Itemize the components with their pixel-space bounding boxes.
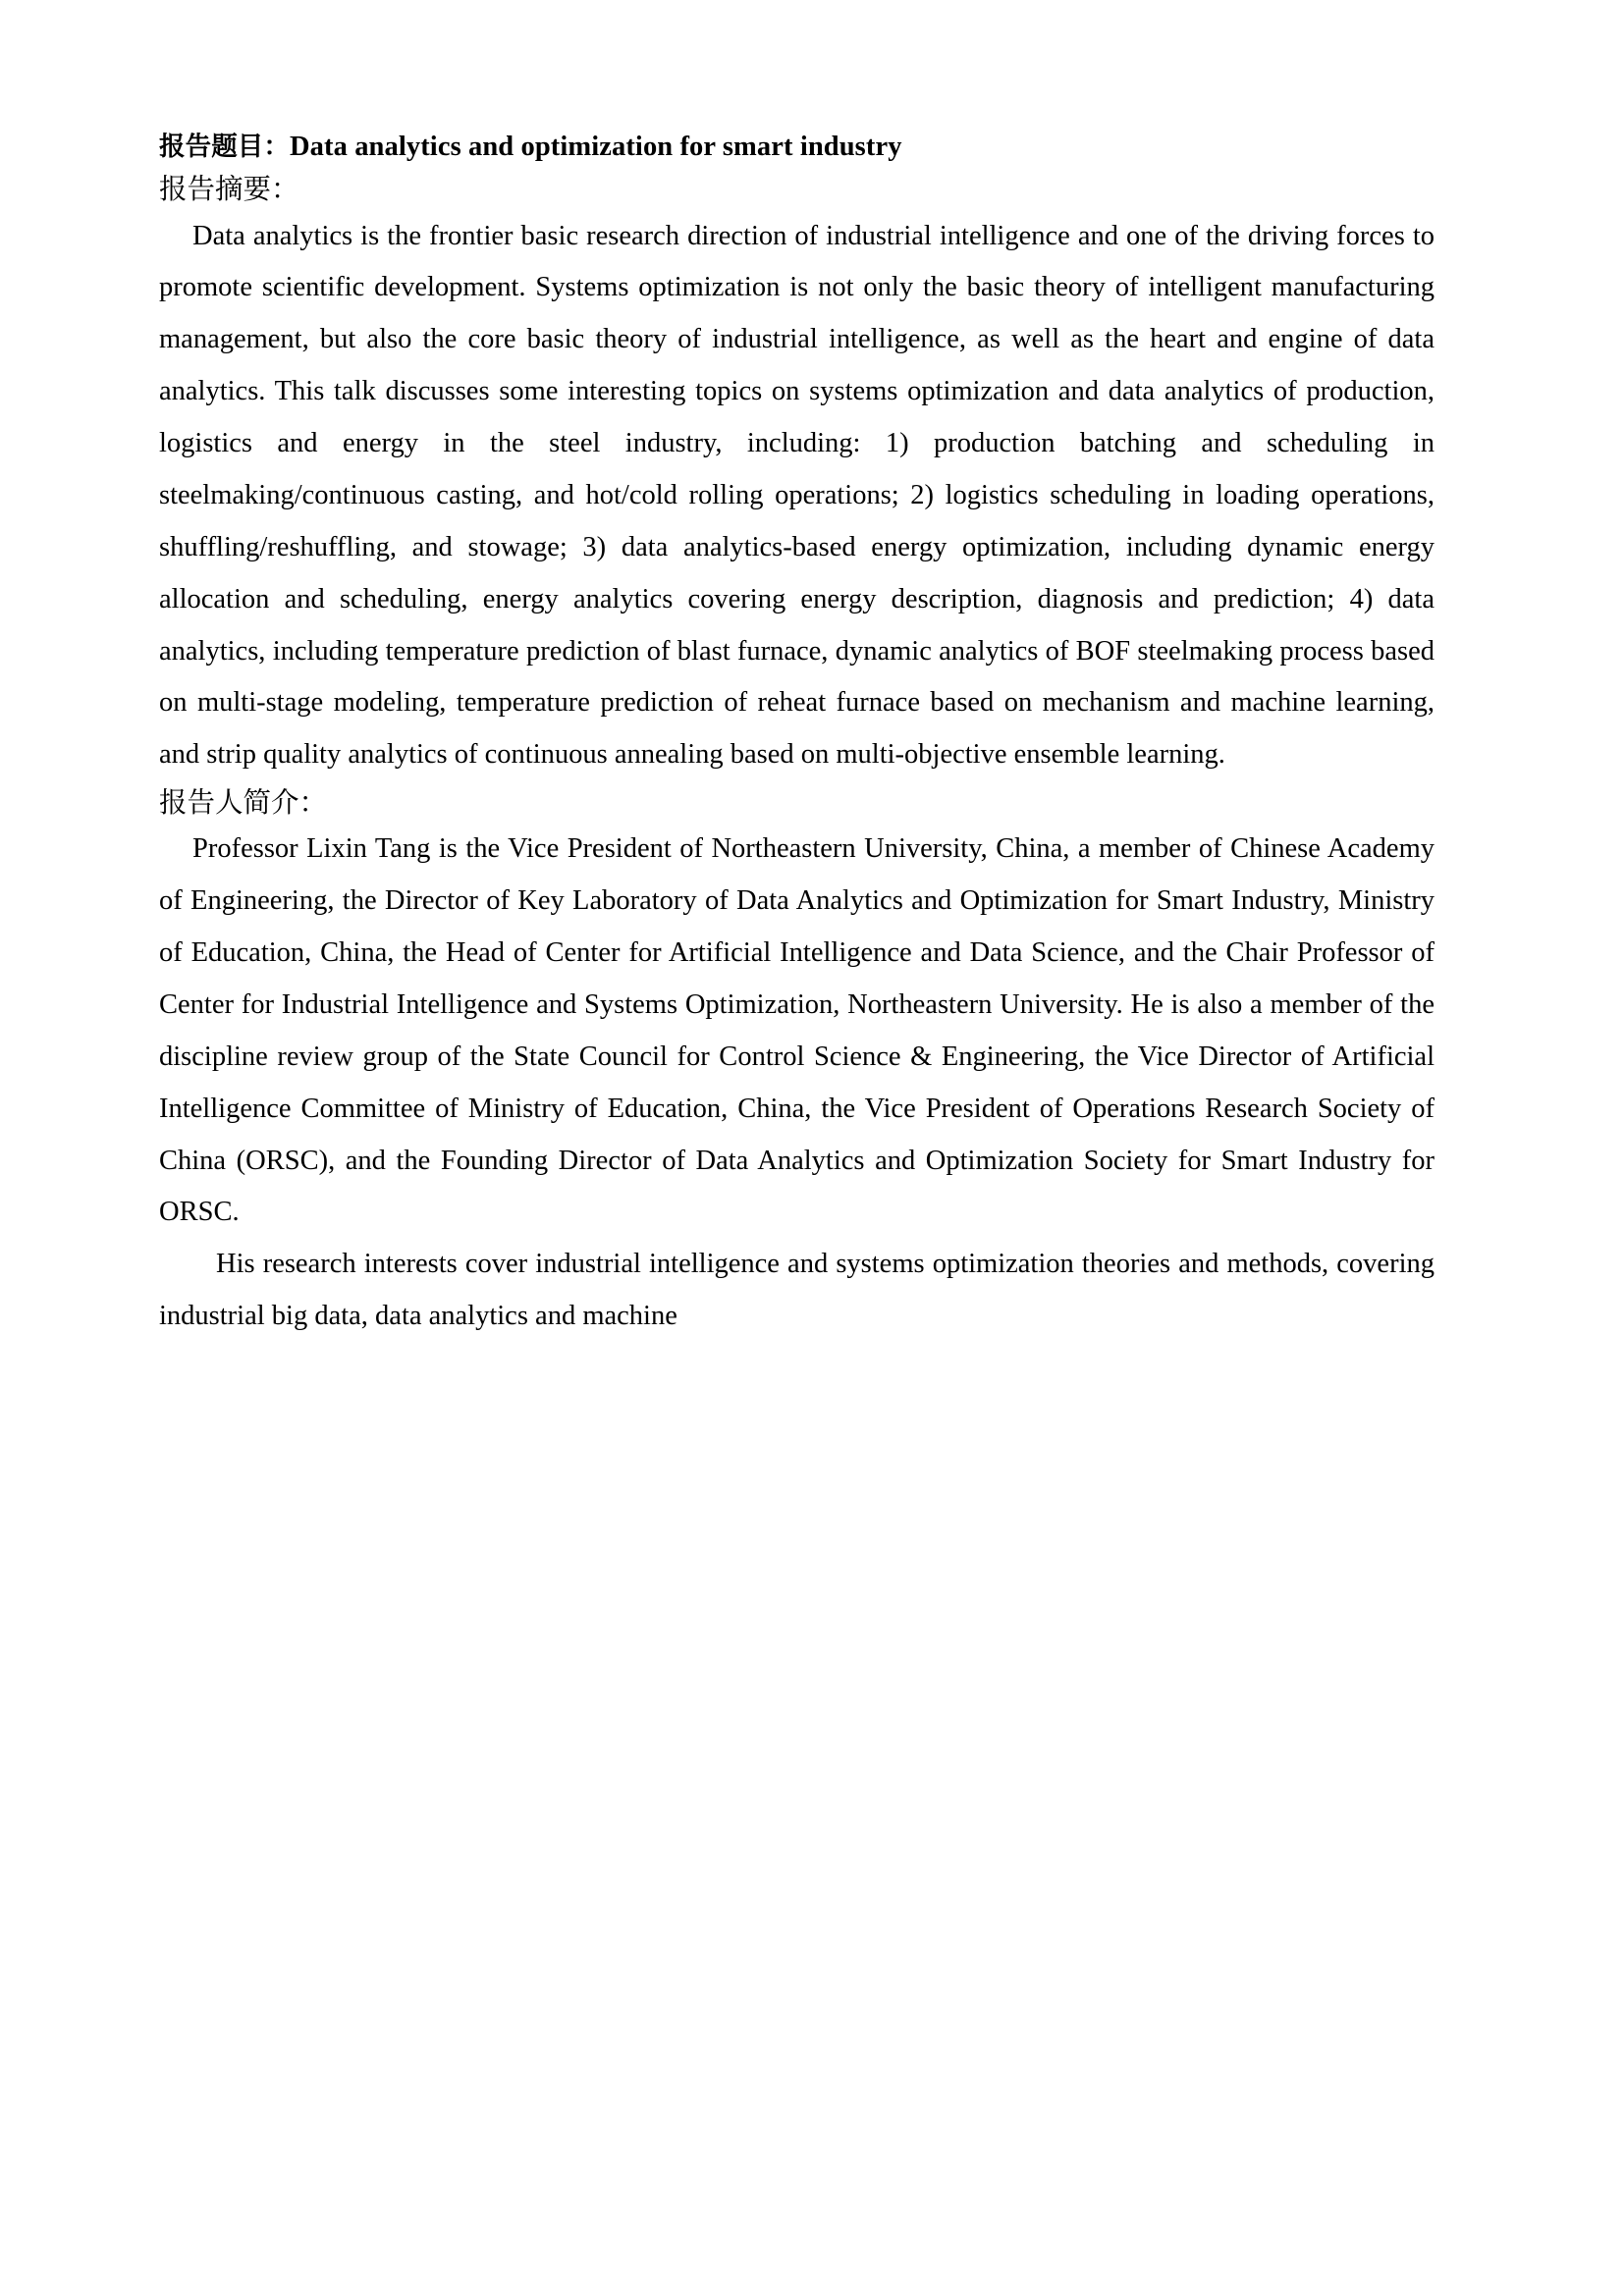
speaker-bio-paragraph-1: Professor Lixin Tang is the Vice President of Northeastern University, China, a member of Chinese Academy of Engineering, the Director of Key Laboratory of Data Analytics and Optimization for Smart Industry, Ministry of Education, China, the Head of Center for Artificial Intelligence and Data Science, and the Chair Professor of Center for Industrial Intelligence and Systems Optimization, Northeastern University. He is also a member of the discipline review group of the State Council for Control Science & Engineering, the Vice Director of Artificial Intelligence Committee of Ministry of Education, China, the Vice President of Operations Research Society of China (ORSC), and the Founding Director of Data Analytics and Optimization Society for Smart Industry for ORSC. [159,833,1435,1228]
document-body [159,126,1435,1343]
speaker-bio-label: 报告人简介： [159,786,328,820]
report-title-text: Data analytics and optimization for smart industry [290,132,902,162]
report-title-label: 报告题目： [159,132,290,162]
abstract-paragraph: Data analytics is the frontier basic research direction of industrial intelligence and one of the driving forces to promote scientific development. Systems optimization is not only the basic theory of intelligent manufacturing management, but also the core basic theory of industrial intelligence, as well as the heart and engine of data analytics. This talk discusses some interesting topics on systems optimization and data analytics of production, logistics and energy in the steel industry, including: 1) production batching and scheduling in steelmaking/continuous casting, and hot/cold rolling operations; 2) logistics scheduling in loading operations, shuffling/reshuffling, and stowage; 3) data analytics-based energy optimization, including dynamic energy allocation and scheduling, energy analytics covering energy description, diagnosis and prediction; 4) data analytics, including temperature prediction of blast furnace, dynamic analytics of BOF steelmaking process based on multi-stage modeling, temperature prediction of reheat furnace based on mechanism and machine learning, and strip quality analytics of continuous annealing based on multi-objective ensemble learning. [159,220,1435,771]
abstract-label: 报告摘要： [159,173,299,206]
report-title-line [159,126,1435,168]
speaker-bio-paragraph-2: His research interests cover industrial intelligence and systems optimization theories and methods, covering industrial big data, data analytics and machine [159,1249,1435,1332]
